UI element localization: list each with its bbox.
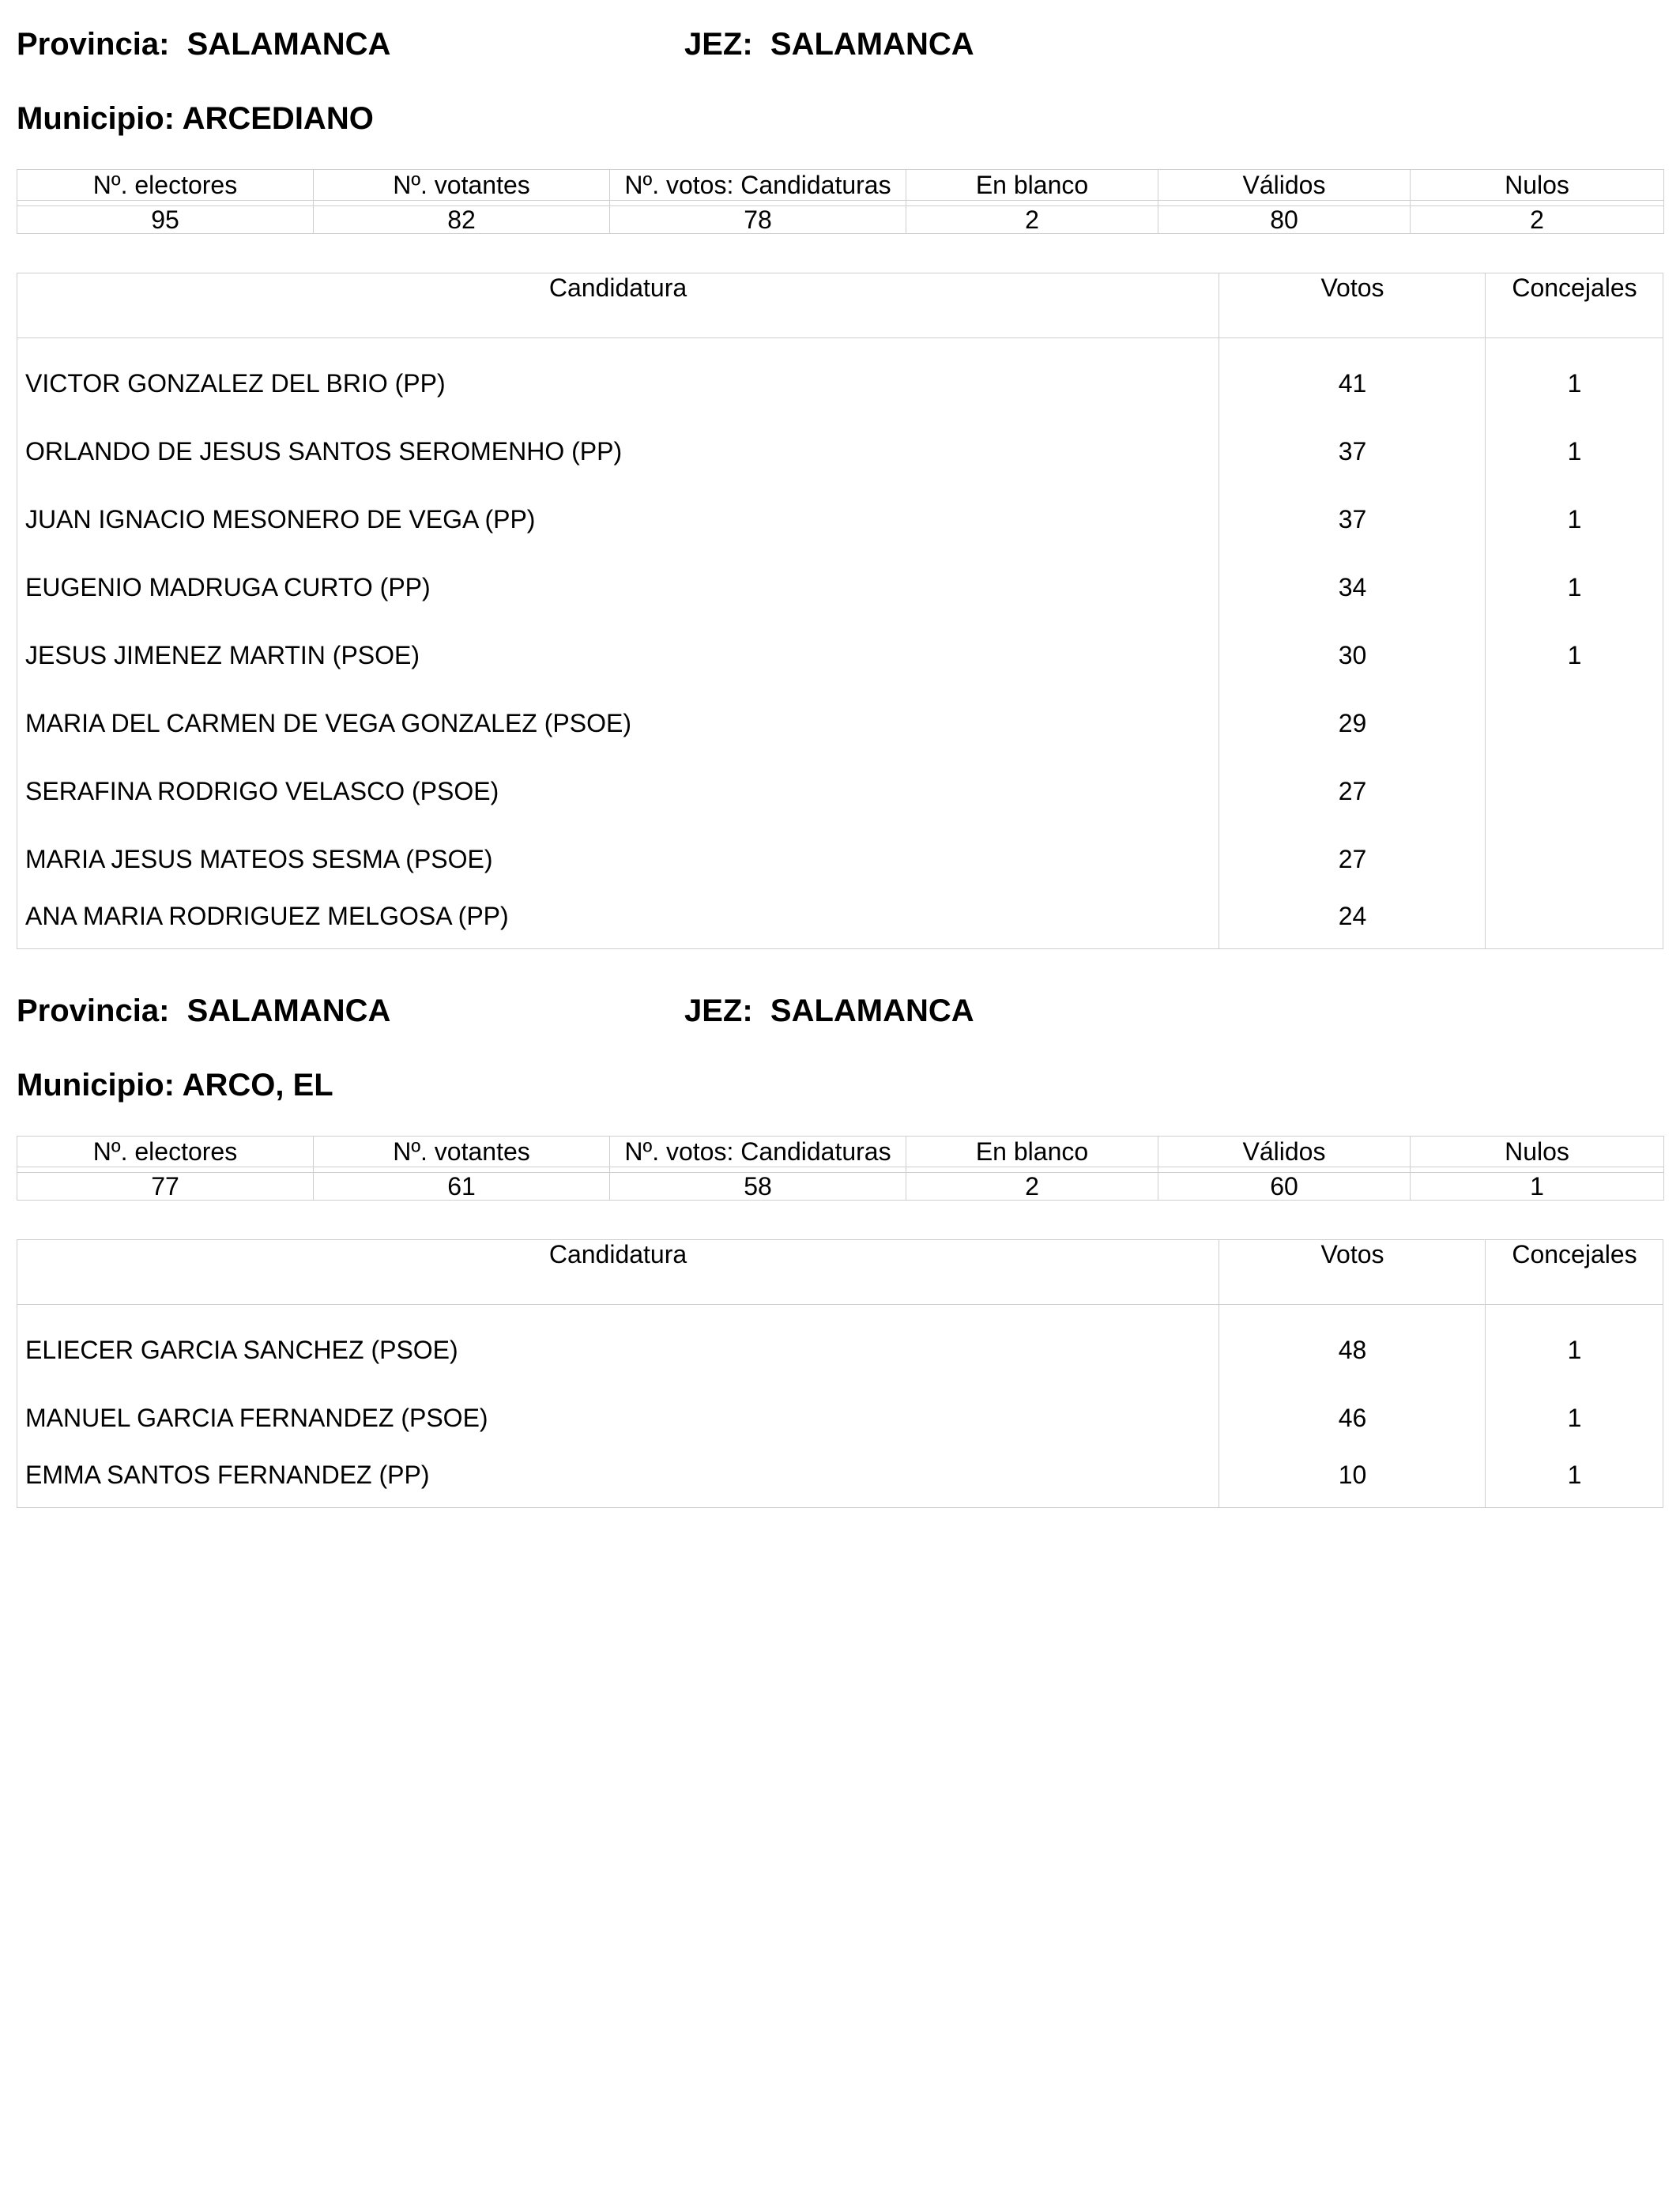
header-electores: Nº. electores [17,170,314,201]
candidate-name: MARIA JESUS MATEOS SESMA (PSOE) [25,845,493,873]
header-en-blanco: En blanco [906,1137,1158,1167]
value-en-blanco: 2 [906,206,1158,234]
summary-table [17,169,1664,234]
candidate-name: EMMA SANTOS FERNANDEZ (PP) [25,1461,430,1489]
candidate-name: ORLANDO DE JESUS SANTOS SEROMENHO (PP) [25,437,623,466]
candidate-name: MANUEL GARCIA FERNANDEZ (PSOE) [25,1404,488,1432]
table-row [17,893,1663,948]
candidate-concejales: 1 [1485,417,1663,485]
candidate-concejales: 1 [1485,553,1663,621]
header-votantes: Nº. votantes [314,170,610,201]
header-en-blanco: En blanco [906,170,1158,201]
header-concejales: Concejales [1485,273,1663,337]
table-row [17,689,1663,757]
value-electores: 77 [17,1173,314,1201]
summary-table [17,1136,1664,1201]
results-header [17,1240,1663,1305]
table-row [17,417,1663,485]
table-row [17,485,1663,553]
value-votos-candidaturas: 78 [610,206,906,234]
header-validos: Válidos [1158,170,1411,201]
municipio-title: Municipio: ARCO, EL [17,1068,333,1103]
header-votos: Votos [1219,1240,1486,1304]
provincia-label: Provincia: SALAMANCA [17,27,391,62]
header-votos: Votos [1219,273,1486,337]
candidate-votes: 37 [1219,485,1486,553]
table-row [17,1305,1663,1384]
value-votantes: 82 [314,206,610,234]
candidate-votes: 48 [1219,1305,1486,1384]
candidate-concejales [1485,689,1663,757]
candidate-votes: 29 [1219,689,1486,757]
value-nulos: 2 [1411,206,1664,234]
candidate-concejales: 1 [1485,1305,1663,1384]
candidate-votes: 41 [1219,338,1486,417]
candidate-concejales: 1 [1485,621,1663,689]
candidate-name: MARIA DEL CARMEN DE VEGA GONZALEZ (PSOE) [25,709,631,737]
header-candidatura: Candidatura [548,273,687,302]
table-row [17,825,1663,893]
candidate-concejales [1485,757,1663,825]
candidate-name: JESUS JIMENEZ MARTIN (PSOE) [25,641,420,669]
jez-label: JEZ: SALAMANCA [684,993,974,1028]
value-votos-candidaturas: 58 [610,1173,906,1201]
header-candidatura: Candidatura [548,1240,687,1269]
candidate-concejales [1485,893,1663,948]
header-concejales: Concejales [1485,1240,1663,1304]
candidate-votes: 27 [1219,757,1486,825]
candidate-votes: 24 [1219,893,1486,948]
value-en-blanco: 2 [906,1173,1158,1201]
candidate-name: EUGENIO MADRUGA CURTO (PP) [25,573,431,601]
value-validos: 80 [1158,206,1411,234]
header-validos: Válidos [1158,1137,1411,1167]
table-row [17,757,1663,825]
table-row [17,553,1663,621]
results-table [17,273,1663,949]
candidate-votes: 10 [1219,1452,1486,1507]
value-votantes: 61 [314,1173,610,1201]
value-electores: 95 [17,206,314,234]
table-row [17,1384,1663,1452]
header-nulos: Nulos [1411,1137,1664,1167]
results-header [17,273,1663,338]
table-row [17,621,1663,689]
candidate-name: SERAFINA RODRIGO VELASCO (PSOE) [25,777,499,805]
candidate-concejales: 1 [1485,1452,1663,1507]
header-votantes: Nº. votantes [314,1137,610,1167]
candidate-name: ELIECER GARCIA SANCHEZ (PSOE) [25,1336,458,1364]
candidate-votes: 30 [1219,621,1486,689]
candidate-name: ANA MARIA RODRIGUEZ MELGOSA (PP) [25,902,509,930]
candidate-votes: 46 [1219,1384,1486,1452]
candidate-concejales: 1 [1485,485,1663,553]
header-votos-candidaturas: Nº. votos: Candidaturas [610,1137,906,1167]
candidate-name: JUAN IGNACIO MESONERO DE VEGA (PP) [25,505,536,533]
candidate-concejales: 1 [1485,1384,1663,1452]
candidate-votes: 34 [1219,553,1486,621]
value-validos: 60 [1158,1173,1411,1201]
candidate-votes: 27 [1219,825,1486,893]
header-nulos: Nulos [1411,170,1664,201]
header-electores: Nº. electores [17,1137,314,1167]
jez-label: JEZ: SALAMANCA [684,27,974,62]
candidate-concejales: 1 [1485,338,1663,417]
candidate-concejales [1485,825,1663,893]
candidate-votes: 37 [1219,417,1486,485]
header-votos-candidaturas: Nº. votos: Candidaturas [610,170,906,201]
municipio-title: Municipio: ARCEDIANO [17,101,374,136]
candidate-name: VICTOR GONZALEZ DEL BRIO (PP) [25,369,446,398]
table-row [17,338,1663,417]
results-table [17,1239,1663,1508]
provincia-label: Provincia: SALAMANCA [17,993,391,1028]
table-row [17,1452,1663,1507]
value-nulos: 1 [1411,1173,1664,1201]
